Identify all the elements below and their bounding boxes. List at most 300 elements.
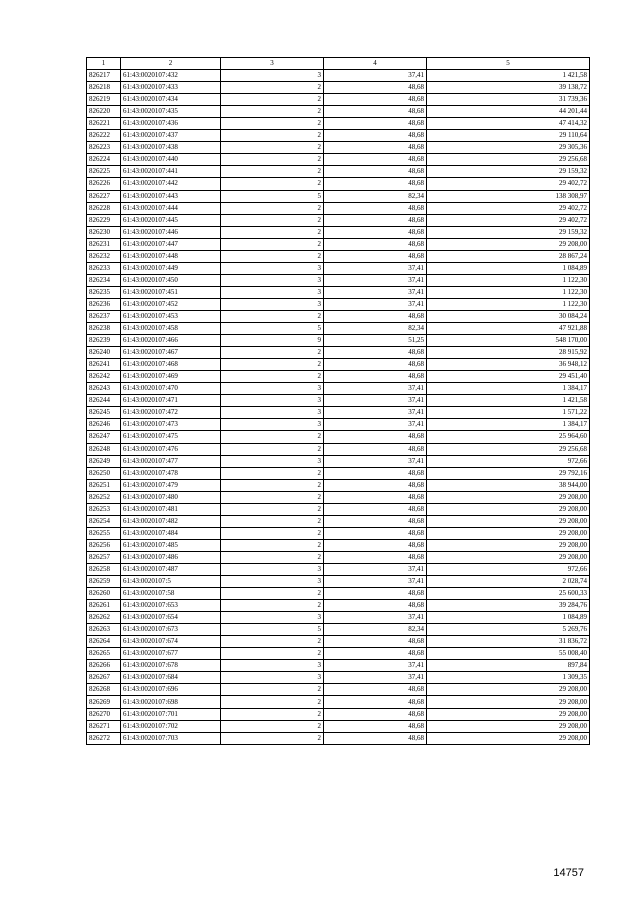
rooms-cell: 2 [221, 214, 324, 226]
table-row [87, 130, 590, 142]
rooms-cell: 2 [221, 443, 324, 455]
value-cell: 36 948,12 [427, 359, 590, 371]
row-number-cell: 826241 [87, 359, 121, 371]
value-cell: 28 915,92 [427, 347, 590, 359]
rooms-cell: 2 [221, 720, 324, 732]
value-cell: 29 208,00 [427, 238, 590, 250]
rooms-cell: 2 [221, 708, 324, 720]
rooms-cell: 2 [221, 539, 324, 551]
row-number-cell: 826269 [87, 696, 121, 708]
cadastral-number-cell: 61:43:0020107:453 [121, 310, 221, 322]
cadastral-number-cell: 61:43:0020107:480 [121, 491, 221, 503]
cadastral-number-cell: 61:43:0020107:442 [121, 178, 221, 190]
table-row [87, 166, 590, 178]
row-number-cell: 826272 [87, 732, 121, 744]
table-row [87, 708, 590, 720]
value-cell: 138 308,97 [427, 190, 590, 202]
table-row [87, 648, 590, 660]
table-row [87, 310, 590, 322]
cadastral-number-cell: 61:43:0020107:447 [121, 238, 221, 250]
value-cell: 1 122,30 [427, 286, 590, 298]
value-cell: 28 867,24 [427, 250, 590, 262]
cadastral-number-cell: 61:43:0020107:441 [121, 166, 221, 178]
rooms-cell: 2 [221, 648, 324, 660]
table-row [87, 298, 590, 310]
value-cell: 47 414,32 [427, 118, 590, 130]
row-number-cell: 826271 [87, 720, 121, 732]
rooms-cell: 3 [221, 576, 324, 588]
row-number-cell: 826247 [87, 431, 121, 443]
rooms-cell: 2 [221, 118, 324, 130]
row-number-cell: 826225 [87, 166, 121, 178]
rooms-cell: 3 [221, 395, 324, 407]
row-number-cell: 826251 [87, 479, 121, 491]
cadastral-number-cell: 61:43:0020107:484 [121, 527, 221, 539]
table-row [87, 142, 590, 154]
cadastral-number-cell: 61:43:0020107:476 [121, 443, 221, 455]
cadastral-number-cell: 61:43:0020107:438 [121, 142, 221, 154]
row-number-cell: 826245 [87, 407, 121, 419]
value-cell: 29 110,64 [427, 130, 590, 142]
rooms-cell: 3 [221, 419, 324, 431]
cadastral-number-cell: 61:43:0020107:466 [121, 335, 221, 347]
row-number-cell: 826270 [87, 708, 121, 720]
area-cell: 48,68 [324, 142, 427, 154]
cadastral-number-cell: 61:43:0020107:482 [121, 515, 221, 527]
value-cell: 31 739,36 [427, 94, 590, 106]
area-cell: 37,41 [324, 660, 427, 672]
cadastral-number-cell: 61:43:0020107:470 [121, 383, 221, 395]
area-cell: 48,68 [324, 238, 427, 250]
cadastral-number-cell: 61:43:0020107:434 [121, 94, 221, 106]
row-number-cell: 826242 [87, 371, 121, 383]
table-row [87, 407, 590, 419]
value-cell: 29 208,00 [427, 551, 590, 563]
table-row [87, 262, 590, 274]
area-cell: 48,68 [324, 118, 427, 130]
value-cell: 1 421,58 [427, 395, 590, 407]
cadastral-number-cell: 61:43:0020107:684 [121, 672, 221, 684]
area-cell: 37,41 [324, 383, 427, 395]
rooms-cell: 2 [221, 684, 324, 696]
value-cell: 897,84 [427, 660, 590, 672]
row-number-cell: 826258 [87, 563, 121, 575]
rooms-cell: 2 [221, 154, 324, 166]
table-row [87, 467, 590, 479]
row-number-cell: 826263 [87, 624, 121, 636]
row-number-cell: 826224 [87, 154, 121, 166]
row-number-cell: 826260 [87, 588, 121, 600]
table-row [87, 576, 590, 588]
row-number-cell: 826262 [87, 612, 121, 624]
value-cell: 1 309,35 [427, 672, 590, 684]
area-cell: 37,41 [324, 419, 427, 431]
rooms-cell: 2 [221, 371, 324, 383]
rooms-cell: 2 [221, 732, 324, 744]
area-cell: 48,68 [324, 467, 427, 479]
area-cell: 37,41 [324, 612, 427, 624]
table-row [87, 527, 590, 539]
value-cell: 29 208,00 [427, 708, 590, 720]
row-number-cell: 826219 [87, 94, 121, 106]
area-cell: 82,34 [324, 323, 427, 335]
cadastral-number-cell: 61:43:0020107:443 [121, 190, 221, 202]
row-number-cell: 826234 [87, 274, 121, 286]
row-number-cell: 826254 [87, 515, 121, 527]
rooms-cell: 2 [221, 250, 324, 262]
area-cell: 48,68 [324, 166, 427, 178]
value-cell: 972,66 [427, 455, 590, 467]
cadastral-number-cell: 61:43:0020107:481 [121, 503, 221, 515]
table-row [87, 732, 590, 744]
table-row [87, 383, 590, 395]
value-cell: 548 170,00 [427, 335, 590, 347]
row-number-cell: 826232 [87, 250, 121, 262]
table-row [87, 359, 590, 371]
rooms-cell: 2 [221, 636, 324, 648]
cadastral-number-cell: 61:43:0020107:435 [121, 106, 221, 118]
area-cell: 48,68 [324, 202, 427, 214]
row-number-cell: 826246 [87, 419, 121, 431]
rooms-cell: 2 [221, 588, 324, 600]
rooms-cell: 2 [221, 696, 324, 708]
value-cell: 30 084,24 [427, 310, 590, 322]
table-row [87, 323, 590, 335]
cadastral-number-cell: 61:43:0020107:448 [121, 250, 221, 262]
row-number-cell: 826222 [87, 130, 121, 142]
row-number-cell: 826231 [87, 238, 121, 250]
value-cell: 39 138,72 [427, 82, 590, 94]
table-row [87, 624, 590, 636]
table-row [87, 118, 590, 130]
row-number-cell: 826226 [87, 178, 121, 190]
rooms-cell: 3 [221, 612, 324, 624]
row-number-cell: 826267 [87, 672, 121, 684]
area-cell: 37,41 [324, 70, 427, 82]
row-number-cell: 826238 [87, 323, 121, 335]
table-row [87, 94, 590, 106]
area-cell: 48,68 [324, 551, 427, 563]
area-cell: 82,34 [324, 624, 427, 636]
area-cell: 48,68 [324, 503, 427, 515]
rooms-cell: 3 [221, 262, 324, 274]
table-row [87, 178, 590, 190]
value-cell: 29 451,40 [427, 371, 590, 383]
cadastral-number-cell: 61:43:0020107:673 [121, 624, 221, 636]
area-cell: 48,68 [324, 359, 427, 371]
table-row [87, 455, 590, 467]
table-row [87, 238, 590, 250]
cadastral-number-cell: 61:43:0020107:432 [121, 70, 221, 82]
area-cell: 48,68 [324, 648, 427, 660]
value-cell: 38 944,00 [427, 479, 590, 491]
rooms-cell: 5 [221, 190, 324, 202]
cadastral-number-cell: 61:43:0020107:698 [121, 696, 221, 708]
value-cell: 47 921,88 [427, 323, 590, 335]
area-cell: 48,68 [324, 226, 427, 238]
table-row [87, 250, 590, 262]
table-row [87, 684, 590, 696]
cadastral-number-cell: 61:43:0020107:479 [121, 479, 221, 491]
area-cell: 37,41 [324, 286, 427, 298]
cadastral-number-cell: 61:43:0020107:473 [121, 419, 221, 431]
row-number-cell: 826265 [87, 648, 121, 660]
rooms-cell: 3 [221, 383, 324, 395]
table-row [87, 660, 590, 672]
data-table [86, 57, 590, 745]
table-header [87, 58, 590, 70]
table-row [87, 70, 590, 82]
row-number-cell: 826217 [87, 70, 121, 82]
row-number-cell: 826259 [87, 576, 121, 588]
row-number-cell: 826235 [87, 286, 121, 298]
area-cell: 37,41 [324, 672, 427, 684]
area-cell: 48,68 [324, 214, 427, 226]
cadastral-number-cell: 61:43:0020107:677 [121, 648, 221, 660]
area-cell: 48,68 [324, 491, 427, 503]
table-row [87, 588, 590, 600]
area-cell: 48,68 [324, 515, 427, 527]
table-row [87, 395, 590, 407]
area-cell: 48,68 [324, 82, 427, 94]
area-cell: 48,68 [324, 732, 427, 744]
value-cell: 29 208,00 [427, 491, 590, 503]
rooms-cell: 5 [221, 624, 324, 636]
cadastral-number-cell: 61:43:0020107:471 [121, 395, 221, 407]
table-row [87, 226, 590, 238]
area-cell: 51,25 [324, 335, 427, 347]
row-number-cell: 826243 [87, 383, 121, 395]
table-row [87, 431, 590, 443]
table-row [87, 551, 590, 563]
cadastral-number-cell: 61:43:0020107:478 [121, 467, 221, 479]
rooms-cell: 2 [221, 600, 324, 612]
column-header-1: 1 [87, 58, 121, 70]
cadastral-number-cell: 61:43:0020107:702 [121, 720, 221, 732]
cadastral-number-cell: 61:43:0020107:487 [121, 563, 221, 575]
cadastral-number-cell: 61:43:0020107:486 [121, 551, 221, 563]
cadastral-number-cell: 61:43:0020107:451 [121, 286, 221, 298]
table-row [87, 371, 590, 383]
row-number-cell: 826248 [87, 443, 121, 455]
row-number-cell: 826230 [87, 226, 121, 238]
area-cell: 37,41 [324, 262, 427, 274]
table-row [87, 154, 590, 166]
area-cell: 37,41 [324, 274, 427, 286]
row-number-cell: 826261 [87, 600, 121, 612]
area-cell: 48,68 [324, 527, 427, 539]
row-number-cell: 826240 [87, 347, 121, 359]
table-row [87, 612, 590, 624]
value-cell: 55 008,40 [427, 648, 590, 660]
cadastral-number-cell: 61:43:0020107:445 [121, 214, 221, 226]
value-cell: 29 208,00 [427, 684, 590, 696]
rooms-cell: 3 [221, 407, 324, 419]
value-cell: 1 122,30 [427, 274, 590, 286]
value-cell: 1 084,89 [427, 262, 590, 274]
cadastral-number-cell: 61:43:0020107:701 [121, 708, 221, 720]
area-cell: 48,68 [324, 720, 427, 732]
rooms-cell: 2 [221, 359, 324, 371]
rooms-cell: 2 [221, 431, 324, 443]
rooms-cell: 3 [221, 286, 324, 298]
rooms-cell: 2 [221, 166, 324, 178]
value-cell: 2 028,74 [427, 576, 590, 588]
row-number-cell: 826220 [87, 106, 121, 118]
area-cell: 48,68 [324, 106, 427, 118]
cadastral-number-cell: 61:43:0020107:467 [121, 347, 221, 359]
rooms-cell: 3 [221, 563, 324, 575]
rooms-cell: 2 [221, 310, 324, 322]
table-row [87, 563, 590, 575]
value-cell: 29 208,00 [427, 539, 590, 551]
value-cell: 29 208,00 [427, 527, 590, 539]
rooms-cell: 2 [221, 503, 324, 515]
rooms-cell: 9 [221, 335, 324, 347]
area-cell: 37,41 [324, 455, 427, 467]
table-row [87, 443, 590, 455]
rooms-cell: 2 [221, 515, 324, 527]
value-cell: 29 159,32 [427, 226, 590, 238]
value-cell: 29 208,00 [427, 503, 590, 515]
rooms-cell: 2 [221, 527, 324, 539]
area-cell: 48,68 [324, 600, 427, 612]
cadastral-number-cell: 61:43:0020107:450 [121, 274, 221, 286]
cadastral-number-cell: 61:43:0020107:653 [121, 600, 221, 612]
area-cell: 48,68 [324, 178, 427, 190]
value-cell: 1 122,30 [427, 298, 590, 310]
row-number-cell: 826237 [87, 310, 121, 322]
area-cell: 82,34 [324, 190, 427, 202]
value-cell: 29 402,72 [427, 214, 590, 226]
value-cell: 44 201,44 [427, 106, 590, 118]
area-cell: 37,41 [324, 576, 427, 588]
area-cell: 48,68 [324, 539, 427, 551]
rooms-cell: 3 [221, 274, 324, 286]
cadastral-number-cell: 61:43:0020107:678 [121, 660, 221, 672]
row-number-cell: 826255 [87, 527, 121, 539]
cadastral-number-cell: 61:43:0020107:472 [121, 407, 221, 419]
value-cell: 1 571,22 [427, 407, 590, 419]
cadastral-number-cell: 61:43:0020107:475 [121, 431, 221, 443]
row-number-cell: 826221 [87, 118, 121, 130]
table-row [87, 190, 590, 202]
table-row [87, 515, 590, 527]
header-row [87, 58, 590, 70]
area-cell: 48,68 [324, 431, 427, 443]
area-cell: 48,68 [324, 696, 427, 708]
column-header-4: 4 [324, 58, 427, 70]
table-row [87, 335, 590, 347]
row-number-cell: 826228 [87, 202, 121, 214]
value-cell: 29 402,72 [427, 202, 590, 214]
rooms-cell: 2 [221, 142, 324, 154]
cadastral-number-cell: 61:43:0020107:446 [121, 226, 221, 238]
page-number: 14757 [553, 867, 584, 879]
area-cell: 48,68 [324, 479, 427, 491]
area-cell: 37,41 [324, 563, 427, 575]
cadastral-number-cell: 61:43:0020107:674 [121, 636, 221, 648]
value-cell: 25 964,60 [427, 431, 590, 443]
rooms-cell: 5 [221, 323, 324, 335]
rooms-cell: 3 [221, 70, 324, 82]
value-cell: 29 208,00 [427, 720, 590, 732]
column-header-2: 2 [121, 58, 221, 70]
cadastral-number-cell: 61:43:0020107:444 [121, 202, 221, 214]
cadastral-number-cell: 61:43:0020107:469 [121, 371, 221, 383]
table-body [87, 70, 590, 745]
row-number-cell: 826268 [87, 684, 121, 696]
rooms-cell: 3 [221, 660, 324, 672]
area-cell: 48,68 [324, 154, 427, 166]
value-cell: 29 256,68 [427, 443, 590, 455]
area-cell: 37,41 [324, 298, 427, 310]
row-number-cell: 826257 [87, 551, 121, 563]
rooms-cell: 2 [221, 491, 324, 503]
area-cell: 48,68 [324, 636, 427, 648]
value-cell: 5 269,76 [427, 624, 590, 636]
value-cell: 29 256,68 [427, 154, 590, 166]
table-row [87, 274, 590, 286]
row-number-cell: 826256 [87, 539, 121, 551]
column-header-5: 5 [427, 58, 590, 70]
table-row [87, 286, 590, 298]
rooms-cell: 3 [221, 672, 324, 684]
area-cell: 48,68 [324, 588, 427, 600]
rooms-cell: 2 [221, 106, 324, 118]
table-row [87, 636, 590, 648]
value-cell: 29 208,00 [427, 696, 590, 708]
rooms-cell: 3 [221, 455, 324, 467]
rooms-cell: 3 [221, 298, 324, 310]
row-number-cell: 826244 [87, 395, 121, 407]
cadastral-number-cell: 61:43:0020107:477 [121, 455, 221, 467]
cadastral-number-cell: 61:43:0020107:436 [121, 118, 221, 130]
row-number-cell: 826252 [87, 491, 121, 503]
row-number-cell: 826229 [87, 214, 121, 226]
value-cell: 972,66 [427, 563, 590, 575]
area-cell: 48,68 [324, 94, 427, 106]
table-row [87, 347, 590, 359]
rooms-cell: 2 [221, 347, 324, 359]
rooms-cell: 2 [221, 82, 324, 94]
area-cell: 48,68 [324, 708, 427, 720]
cadastral-number-cell: 61:43:0020107:696 [121, 684, 221, 696]
area-cell: 37,41 [324, 407, 427, 419]
row-number-cell: 826236 [87, 298, 121, 310]
rooms-cell: 2 [221, 178, 324, 190]
table-row [87, 491, 590, 503]
cadastral-number-cell: 61:43:0020107:449 [121, 262, 221, 274]
row-number-cell: 826227 [87, 190, 121, 202]
area-cell: 48,68 [324, 310, 427, 322]
area-cell: 48,68 [324, 130, 427, 142]
area-cell: 37,41 [324, 395, 427, 407]
table-row [87, 696, 590, 708]
table-row [87, 672, 590, 684]
area-cell: 48,68 [324, 371, 427, 383]
value-cell: 1 384,17 [427, 419, 590, 431]
cadastral-number-cell: 61:43:0020107:5 [121, 576, 221, 588]
rooms-cell: 2 [221, 467, 324, 479]
value-cell: 29 159,32 [427, 166, 590, 178]
row-number-cell: 826250 [87, 467, 121, 479]
rooms-cell: 2 [221, 202, 324, 214]
value-cell: 29 208,00 [427, 515, 590, 527]
row-number-cell: 826223 [87, 142, 121, 154]
rooms-cell: 2 [221, 130, 324, 142]
area-cell: 48,68 [324, 250, 427, 262]
